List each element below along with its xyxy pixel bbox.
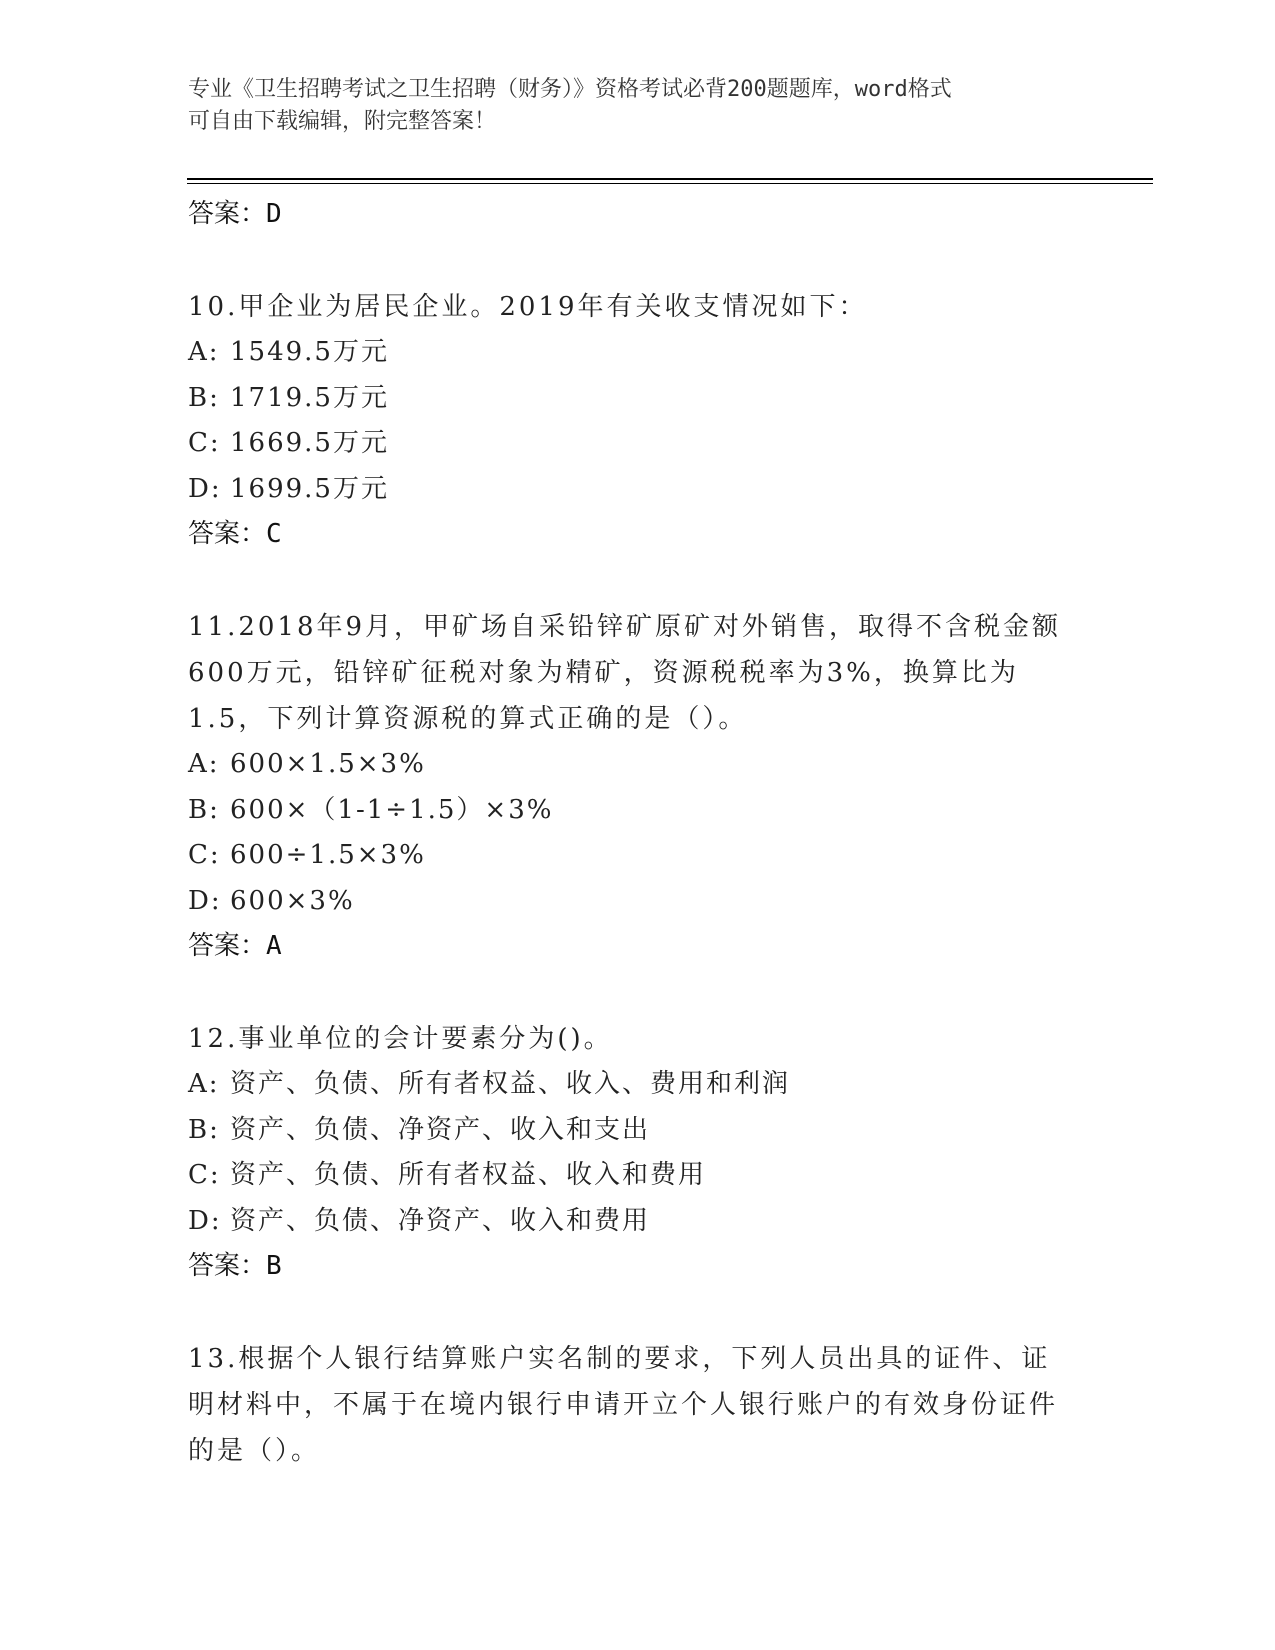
option-key: D: xyxy=(188,1205,222,1236)
answer-line: 答案：D xyxy=(188,199,282,229)
document-header xyxy=(188,74,1068,138)
question-12 xyxy=(188,1016,1078,1288)
question-text: 12.事业单位的会计要素分为()。 xyxy=(188,1024,613,1054)
option-key: C: xyxy=(188,1160,221,1190)
option-d xyxy=(188,467,1078,513)
option-key: B: xyxy=(188,382,220,413)
option-c xyxy=(188,1153,1078,1199)
option-c xyxy=(188,421,1078,467)
option-key: C: xyxy=(188,840,221,870)
answer-line: 答案：B xyxy=(188,1251,282,1281)
option-b xyxy=(188,788,1078,834)
option-d xyxy=(188,879,1078,925)
option-key: A: xyxy=(188,1069,220,1099)
option-key: D: xyxy=(188,885,222,916)
question-text: 11.2018年9月，甲矿场自采铅锌矿原矿对外销售，取得不含税金额600万元，铅锌矿征税对象为精矿，资源税税率为3%，换算比为1.5，下列计算资源税的算式正确的是（）。 xyxy=(188,612,1062,734)
answer-line: 答案：C xyxy=(188,519,282,549)
header-line-1: 专业《卫生招聘考试之卫生招聘（财务）》资格考试必背200题题库，word格式 xyxy=(188,77,952,102)
option-text: 1669.5万元 xyxy=(230,428,389,458)
option-text: 1549.5万元 xyxy=(230,337,389,367)
question-10 xyxy=(188,284,1078,556)
answer-line: 答案：A xyxy=(188,931,282,961)
option-key: A: xyxy=(188,749,220,779)
option-key: B: xyxy=(188,1114,220,1145)
option-key: B: xyxy=(188,794,220,825)
header-rule-thin xyxy=(187,183,1153,184)
option-text: 600×（1-1÷1.5）×3% xyxy=(230,794,554,825)
header-rule-thick xyxy=(187,178,1153,180)
question-text: 10.甲企业为居民企业。2019年有关收支情况如下： xyxy=(188,292,868,322)
option-key: A: xyxy=(188,337,220,367)
option-text: 1719.5万元 xyxy=(230,382,389,413)
option-text: 600÷1.5×3% xyxy=(230,840,426,870)
option-text: 资产、负债、所有者权益、收入、费用和利润 xyxy=(230,1069,791,1099)
document-body xyxy=(188,192,1078,1474)
option-c xyxy=(188,833,1078,879)
option-text: 1699.5万元 xyxy=(230,473,389,504)
option-b xyxy=(188,376,1078,422)
question-text: 13.根据个人银行结算账户实名制的要求，下列人员出具的证件、证明材料中，不属于在境内银行申请开立个人银行账户的有效身份证件的是（）。 xyxy=(188,1344,1059,1466)
option-text: 600×3% xyxy=(230,885,355,916)
option-b xyxy=(188,1108,1078,1154)
option-text: 资产、负债、净资产、收入和费用 xyxy=(230,1205,651,1236)
option-key: C: xyxy=(188,428,221,458)
option-key: D: xyxy=(188,473,222,504)
option-text: 资产、负债、所有者权益、收入和费用 xyxy=(230,1160,707,1190)
option-a xyxy=(188,742,1078,788)
option-d xyxy=(188,1199,1078,1245)
question-11 xyxy=(188,604,1078,968)
option-a xyxy=(188,330,1078,376)
header-line-2: 可自由下载编辑，附完整答案！ xyxy=(188,109,497,134)
option-text: 600×1.5×3% xyxy=(230,749,426,779)
option-a xyxy=(188,1062,1078,1108)
question-13 xyxy=(188,1336,1078,1474)
option-text: 资产、负债、净资产、收入和支出 xyxy=(230,1114,651,1145)
